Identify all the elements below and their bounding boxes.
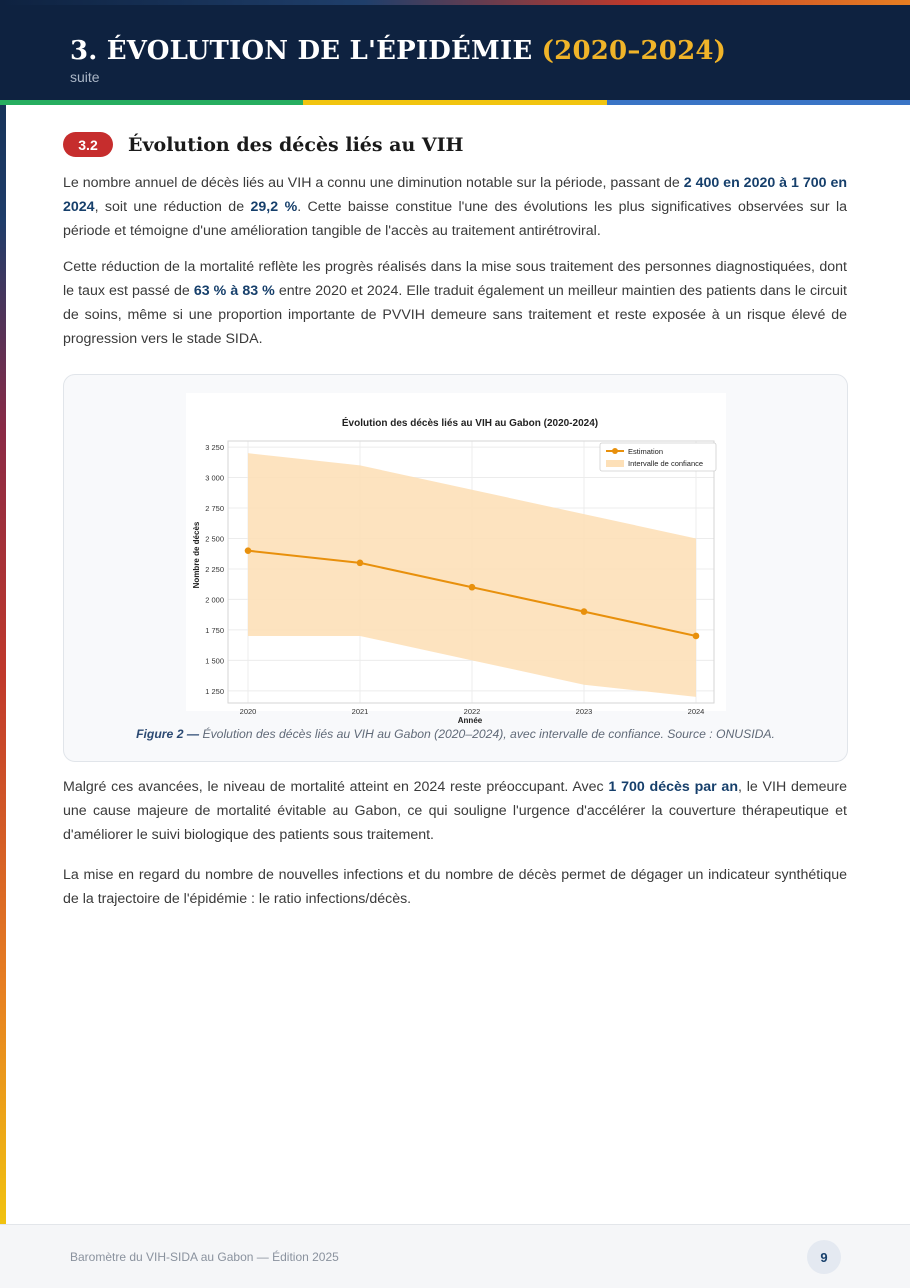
y-tick-label: 1 500	[205, 656, 224, 666]
estimation-point	[469, 584, 476, 591]
stripe-green	[0, 100, 303, 105]
x-tick-label: 2024	[687, 707, 705, 716]
chart-legend	[600, 443, 716, 471]
legend-estimation-label: Estimation	[628, 447, 664, 456]
highlighted-figure: 2 400 en 2020 à 1 700 en 2024	[63, 175, 848, 215]
section-title: Évolution des décès liés au VIH	[128, 133, 464, 156]
deaths-chart	[186, 393, 726, 725]
x-axis-label: Année	[457, 716, 483, 725]
legend-ci-label: Intervalle de confiance	[628, 459, 704, 468]
paragraph-text: Cette réduction de la mortalité reflète les progrès réalisés dans la mise sous traitement des personnes diagnostiquées, dont le taux est passé de	[63, 259, 847, 299]
page-footer	[0, 1224, 910, 1288]
chapter-subtitle: suite	[70, 69, 100, 85]
y-tick-label: 2 750	[205, 504, 224, 514]
paragraph-3	[63, 775, 847, 847]
paragraph-text: , le VIH demeure une cause majeure de mortalité évitable au Gabon, ce qui souligne l'urgence d'accélérer la couverture thérapeutique et d'améliorer le suivi biologique des patients sous traitement.	[63, 779, 847, 843]
y-ticks	[205, 443, 224, 696]
y-tick-label: 1 750	[205, 625, 224, 635]
figure-caption-text: Évolution des décès liés au VIH au Gabon (2020–2024), avec intervalle de confiance. Source : ONUSIDA.	[202, 727, 775, 741]
legend-ci-swatch	[606, 460, 624, 467]
section-heading	[63, 132, 464, 157]
chart-title: Évolution des décès liés au VIH au Gabon (2020-2024)	[341, 418, 599, 429]
figure-caption	[64, 727, 847, 741]
left-accent-bar	[0, 0, 6, 1230]
header-top-gradient	[0, 0, 910, 5]
paragraph-text: . Cette baisse constitue l'une des évolutions les plus significatives observées sur la période et témoigne d'une amélioration tangible de l'accès au traitement antirétroviral.	[63, 199, 848, 239]
stripe-blue	[607, 100, 910, 105]
paragraph-text: Le nombre annuel de décès liés au VIH a connu une diminution notable sur la période, passant de	[63, 175, 684, 191]
y-tick-label: 3 250	[205, 443, 224, 453]
estimation-point	[245, 547, 252, 554]
stripe-yellow	[303, 100, 606, 105]
footer-publication-title: Baromètre du VIH-SIDA au Gabon — Édition 2025	[70, 1250, 339, 1264]
section-number-badge: 3.2	[63, 132, 113, 157]
estimation-point	[357, 560, 364, 567]
estimation-point	[693, 633, 700, 640]
chapter-title-main: 3. ÉVOLUTION DE L'ÉPIDÉMIE	[70, 36, 542, 66]
y-tick-label: 2 500	[205, 534, 224, 544]
legend-estimation-marker	[612, 448, 618, 454]
chapter-title	[70, 36, 726, 66]
estimation-point	[581, 608, 588, 615]
y-tick-label: 2 000	[205, 595, 224, 605]
page-number: 9	[807, 1240, 841, 1274]
figure-box	[63, 374, 848, 762]
highlighted-figure: 29,2 %	[250, 199, 298, 215]
page-header	[0, 0, 910, 100]
y-tick-label: 1 250	[205, 686, 224, 696]
chapter-title-years: (2020–2024)	[541, 36, 727, 66]
paragraph-4	[63, 863, 847, 911]
x-tick-label: 2021	[351, 707, 369, 716]
y-tick-label: 2 250	[205, 564, 224, 574]
paragraph-text: Malgré ces avancées, le niveau de mortalité atteint en 2024 reste préoccupant. Avec	[63, 779, 609, 795]
paragraph-2	[63, 255, 847, 351]
paragraph-text: , soit une réduction de	[94, 199, 251, 215]
x-tick-label: 2022	[463, 707, 481, 716]
paragraph-text: entre 2020 et 2024. Elle traduit également un meilleur maintien des patients dans le circuit de soins, même si une proportion importante de PVVIH demeure sans traitement et reste exposée à un risque élevé de progression vers le stade SIDA.	[63, 283, 848, 347]
header-color-stripe	[0, 100, 910, 105]
paragraph-text: La mise en regard du nombre de nouvelles infections et du nombre de décès permet de dégager un indicateur synthétique de la trajectoire de l'épidémie : le ratio infections/décès.	[63, 867, 847, 907]
x-tick-label: 2020	[239, 707, 257, 716]
y-tick-label: 3 000	[205, 473, 224, 483]
highlighted-figure: 1 700 décès par an	[608, 779, 738, 795]
paragraph-1	[63, 171, 847, 243]
highlighted-figure: 63 % à 83 %	[193, 283, 275, 299]
figure-caption-label: Figure 2 —	[136, 727, 203, 741]
y-axis-label: Nombre de décès	[192, 521, 201, 589]
x-tick-label: 2023	[575, 707, 593, 716]
